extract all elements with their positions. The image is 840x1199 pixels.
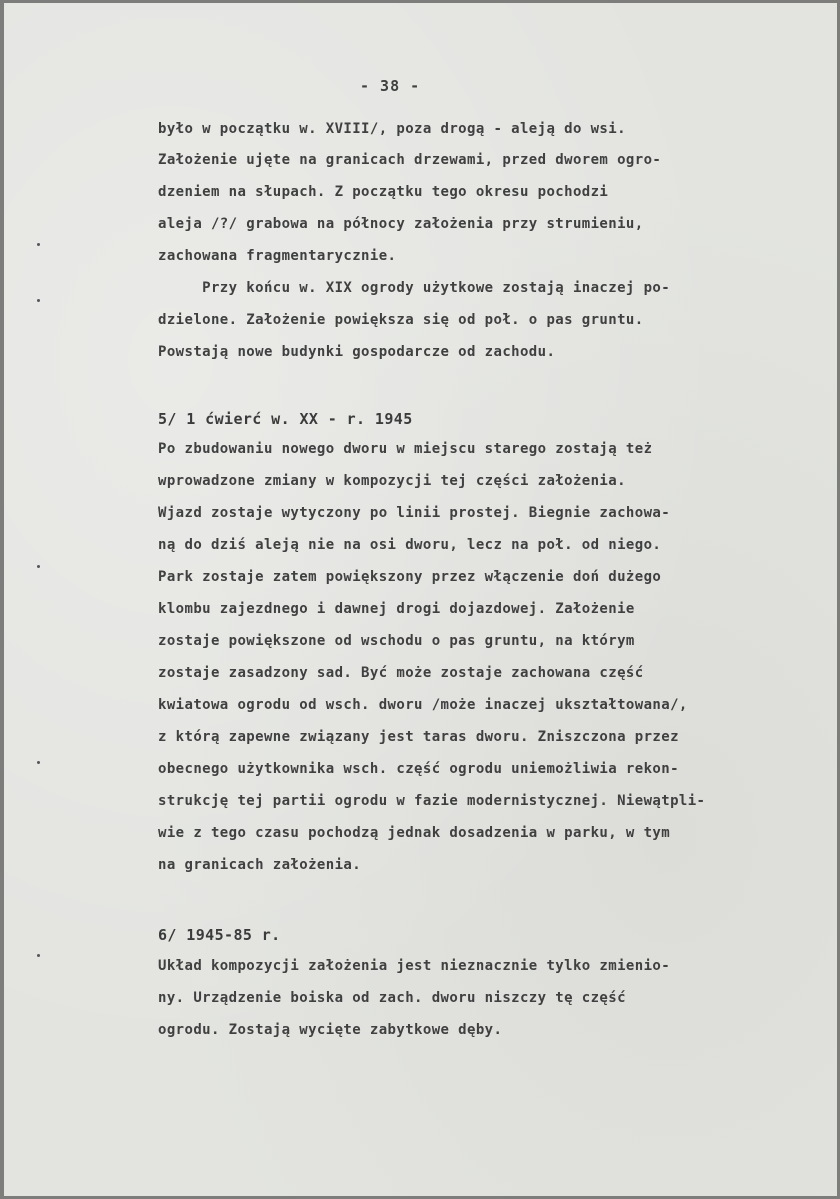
margin-dot <box>37 761 40 764</box>
typewritten-page <box>4 3 837 1196</box>
text-line: Założenie ujęte na granicach drzewami, przed dworem ogro- <box>158 152 662 168</box>
margin-dot <box>37 565 40 568</box>
text-line: ną do dziś aleją nie na osi dworu, lecz na poł. od niego. <box>158 537 662 553</box>
text-line: klombu zajezdnego i dawnej drogi dojazdowej. Założenie <box>158 601 635 617</box>
text-line: Park zostaje zatem powiększony przez włączenie doń dużego <box>158 569 662 585</box>
text-line: kwiatowa ogrodu od wsch. dworu /może inaczej ukształtowana/, <box>158 697 688 713</box>
text-line: zostaje zasadzony sad. Być może zostaje zachowana część <box>158 665 644 681</box>
margin-dot <box>37 954 40 957</box>
margin-dot <box>37 243 40 246</box>
text-line: z którą zapewne związany jest taras dworu. Zniszczona przez <box>158 729 679 745</box>
margin-dot <box>37 299 40 302</box>
text-line: zachowana fragmentarycznie. <box>158 248 397 264</box>
section-heading: 5/ 1 ćwierć w. XX - r. 1945 <box>158 410 413 428</box>
text-line: strukcję tej partii ogrodu w fazie modernistycznej. Niewątpli- <box>158 793 706 809</box>
text-line: wprowadzone zmiany w kompozycji tej części założenia. <box>158 473 626 489</box>
text-line: ny. Urządzenie boiska od zach. dworu niszczy tę część <box>158 990 626 1006</box>
text-line: na granicach założenia. <box>158 857 362 873</box>
text-line: było w początku w. XVIII/, poza drogą - aleją do wsi. <box>158 121 626 137</box>
text-line: Powstają nowe budynki gospodarcze od zachodu. <box>158 344 556 360</box>
text-line: Po zbudowaniu nowego dworu w miejscu starego zostają też <box>158 441 653 457</box>
text-line: Wjazd zostaje wytyczony po linii prostej. Biegnie zachowa- <box>158 505 671 521</box>
text-line: obecnego użytkownika wsch. część ogrodu uniemożliwia rekon- <box>158 761 679 777</box>
text-line: wie z tego czasu pochodzą jednak dosadzenia w parku, w tym <box>158 825 671 841</box>
text-line: dzielone. Założenie powiększa się od poł. o pas gruntu. <box>158 312 644 328</box>
text-line: Przy końcu w. XIX ogrody użytkowe zostają inaczej po- <box>158 280 671 296</box>
text-line: aleja /?/ grabowa na północy założenia przy strumieniu, <box>158 216 644 232</box>
section-heading: 6/ 1945-85 r. <box>158 926 281 944</box>
text-line: zostaje powiększone od wschodu o pas gruntu, na którym <box>158 633 635 649</box>
text-line: Układ kompozycji założenia jest nieznacznie tylko zmienio- <box>158 958 671 974</box>
page-number: - 38 - <box>360 77 421 95</box>
text-line: dzeniem na słupach. Z początku tego okresu pochodzi <box>158 184 609 200</box>
text-line: ogrodu. Zostają wycięte zabytkowe dęby. <box>158 1022 503 1038</box>
